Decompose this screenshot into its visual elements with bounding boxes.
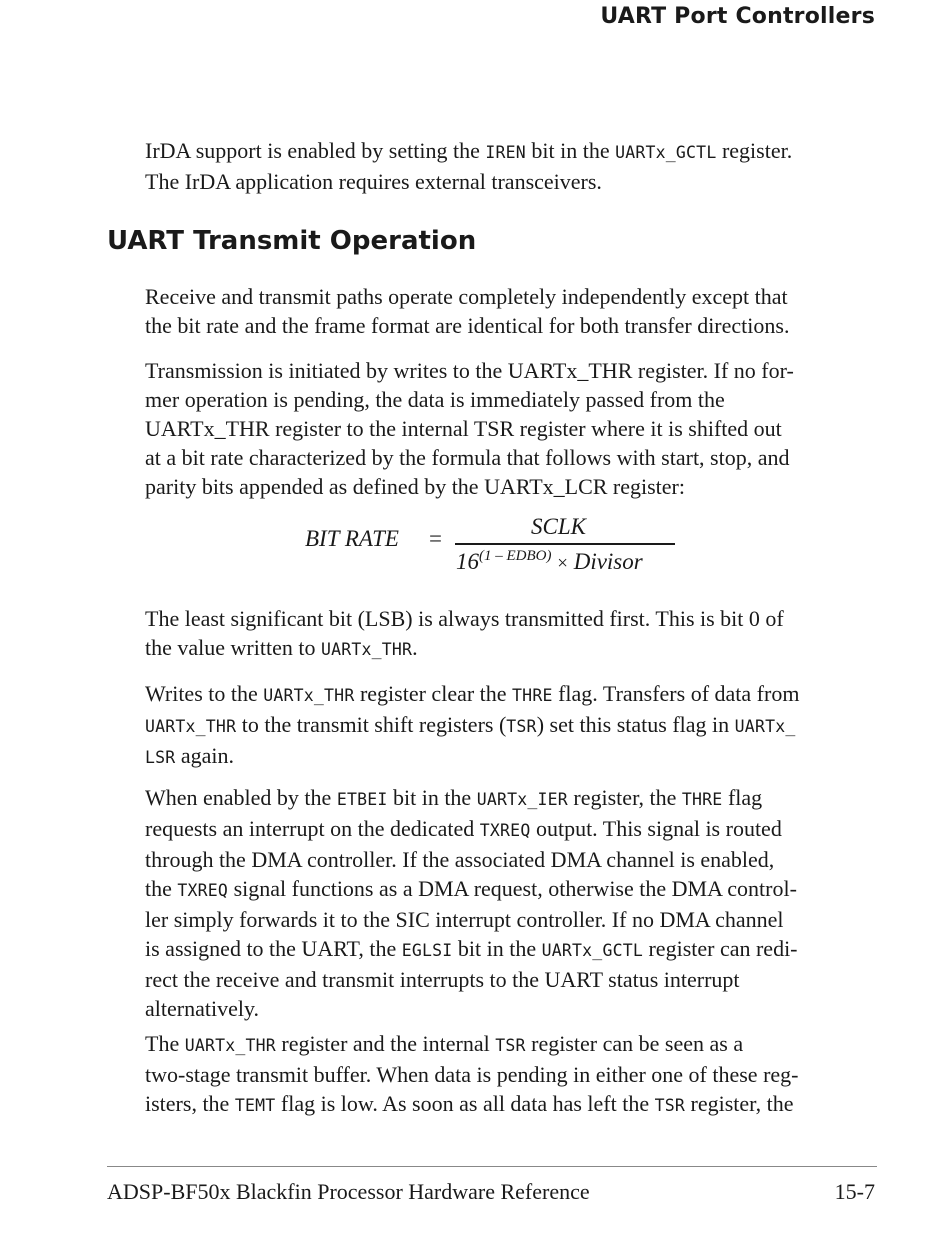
code-iren: IREN bbox=[485, 143, 526, 162]
code-tsr: TSR bbox=[495, 1036, 526, 1055]
text: register, the bbox=[567, 785, 682, 810]
text-line bbox=[145, 1029, 880, 1060]
text: requests an interrupt on the dedicated bbox=[145, 816, 480, 841]
paragraph-lsb bbox=[145, 604, 880, 664]
code-temt: TEMT bbox=[234, 1096, 276, 1115]
text: register. bbox=[716, 138, 793, 163]
text: The bbox=[145, 1031, 185, 1056]
text: register can be seen as a bbox=[525, 1031, 744, 1056]
footer-page-number: 15-7 bbox=[834, 1179, 875, 1204]
text-line: at a bit rate characterized by the formula that follows with start, stop, and bbox=[145, 445, 790, 470]
code-uartx-thr: UARTx_THR bbox=[184, 1036, 276, 1055]
code-tsr: TSR bbox=[654, 1096, 686, 1115]
code-uartx-thr: UARTx_THR bbox=[263, 686, 355, 705]
text: IrDA support is enabled by setting the bbox=[145, 138, 486, 163]
text-line bbox=[145, 1089, 880, 1120]
formula-equals: = bbox=[429, 526, 442, 551]
text: bit in the bbox=[525, 138, 616, 163]
text: register, the bbox=[685, 1091, 794, 1116]
code-uartx-gctl: UARTx_GCTL bbox=[615, 143, 717, 162]
code-etbei: ETBEI bbox=[336, 790, 388, 809]
text-line bbox=[145, 136, 880, 167]
code-txreq: TXREQ bbox=[177, 881, 229, 900]
footer-book-title: ADSP-BF50x Blackfin Processor Hardware Reference bbox=[107, 1179, 590, 1204]
text: register and the internal bbox=[275, 1031, 496, 1056]
text-line: Transmission is initiated by writes to the UARTx_THR register. If no for- bbox=[145, 358, 794, 383]
text-line: through the DMA controller. If the associated DMA channel is enabled, bbox=[145, 847, 775, 872]
code-uartx-gctl: UARTx_GCTL bbox=[541, 941, 643, 960]
code-uartx-ier: UARTx_IER bbox=[476, 790, 568, 809]
text-line: two-stage transmit buffer. When data is pending in either one of these reg- bbox=[145, 1062, 799, 1087]
text-line bbox=[145, 814, 880, 845]
text-line: The least significant bit (LSB) is always transmitted first. This is bit 0 of bbox=[145, 606, 784, 631]
text-line bbox=[145, 710, 880, 741]
formula-divisor: Divisor bbox=[573, 549, 643, 574]
text: flag is low. As soon as all data has left the bbox=[275, 1091, 655, 1116]
code-thre: THRE bbox=[681, 790, 723, 809]
code-tsr: TSR bbox=[506, 717, 537, 736]
bit-rate-formula bbox=[305, 512, 685, 582]
text: the bbox=[145, 876, 178, 901]
formula-exponent: (1 – EDBO) bbox=[479, 548, 552, 564]
formula-base: 16 bbox=[456, 549, 479, 574]
fraction-bar bbox=[455, 543, 675, 545]
text: When enabled by the bbox=[145, 785, 337, 810]
text: flag bbox=[722, 785, 763, 810]
text-line: UARTx_THR register to the internal TSR register where it is shifted out bbox=[145, 416, 782, 441]
text-line: rect the receive and transmit interrupts to the UART status interrupt bbox=[145, 967, 740, 992]
text: ) set this status flag in bbox=[536, 712, 735, 737]
text-line: the bit rate and the frame format are identical for both transfer directions. bbox=[145, 313, 790, 338]
text: bit in the bbox=[387, 785, 477, 810]
text-line: The IrDA application requires external transceivers. bbox=[145, 169, 602, 194]
text-line bbox=[145, 679, 880, 710]
code-uartx-thr: UARTx_THR bbox=[145, 717, 237, 736]
paragraph-buffer bbox=[145, 1029, 880, 1120]
text-line bbox=[145, 874, 880, 905]
text: signal functions as a DMA request, otherwise the DMA control- bbox=[228, 876, 797, 901]
text-line: alternatively. bbox=[145, 996, 260, 1021]
text-line: parity bits appended as defined by the UARTx_LCR register: bbox=[145, 474, 685, 499]
paragraph-writes bbox=[145, 679, 880, 772]
text-line bbox=[145, 934, 880, 965]
text: . bbox=[412, 635, 418, 660]
text: output. This signal is routed bbox=[530, 816, 782, 841]
section-heading: UART Transmit Operation bbox=[107, 226, 477, 256]
paragraph-irda bbox=[145, 136, 880, 196]
code-eglsi: EGLSI bbox=[401, 941, 453, 960]
text-line: ler simply forwards it to the SIC interrupt controller. If no DMA channel bbox=[145, 907, 784, 932]
code-uartx: UARTx_ bbox=[734, 717, 796, 736]
code-thre: THRE bbox=[512, 686, 553, 705]
text: register can redi- bbox=[642, 936, 798, 961]
footer-divider bbox=[107, 1166, 877, 1167]
paragraph-transmission bbox=[145, 356, 880, 501]
text: again. bbox=[175, 743, 235, 768]
text: Writes to the bbox=[145, 681, 264, 706]
paragraph-interrupt bbox=[145, 783, 880, 1023]
code-uartx-thr: UARTx_THR bbox=[320, 640, 413, 659]
formula-denominator bbox=[456, 548, 643, 575]
text: to the transmit shift registers ( bbox=[236, 712, 507, 737]
text: isters, the bbox=[145, 1091, 235, 1116]
text: flag. Transfers of data from bbox=[552, 681, 800, 706]
text: is assigned to the UART, the bbox=[145, 936, 402, 961]
paragraph-paths bbox=[145, 282, 880, 340]
text: register clear the bbox=[354, 681, 513, 706]
text-line: Receive and transmit paths operate completely independently except that bbox=[145, 284, 788, 309]
formula-lhs: BIT RATE bbox=[305, 526, 399, 551]
text: bit in the bbox=[452, 936, 542, 961]
formula-numerator: SCLK bbox=[531, 514, 586, 539]
text-line bbox=[145, 783, 880, 814]
formula-times: × bbox=[557, 553, 568, 574]
text-line bbox=[145, 633, 880, 664]
code-lsr: LSR bbox=[145, 748, 176, 767]
text-line: mer operation is pending, the data is immediately passed from the bbox=[145, 387, 725, 412]
text-line bbox=[145, 741, 880, 772]
running-header-title: UART Port Controllers bbox=[600, 4, 875, 29]
text: the value written to bbox=[145, 635, 321, 660]
code-txreq: TXREQ bbox=[479, 821, 531, 840]
